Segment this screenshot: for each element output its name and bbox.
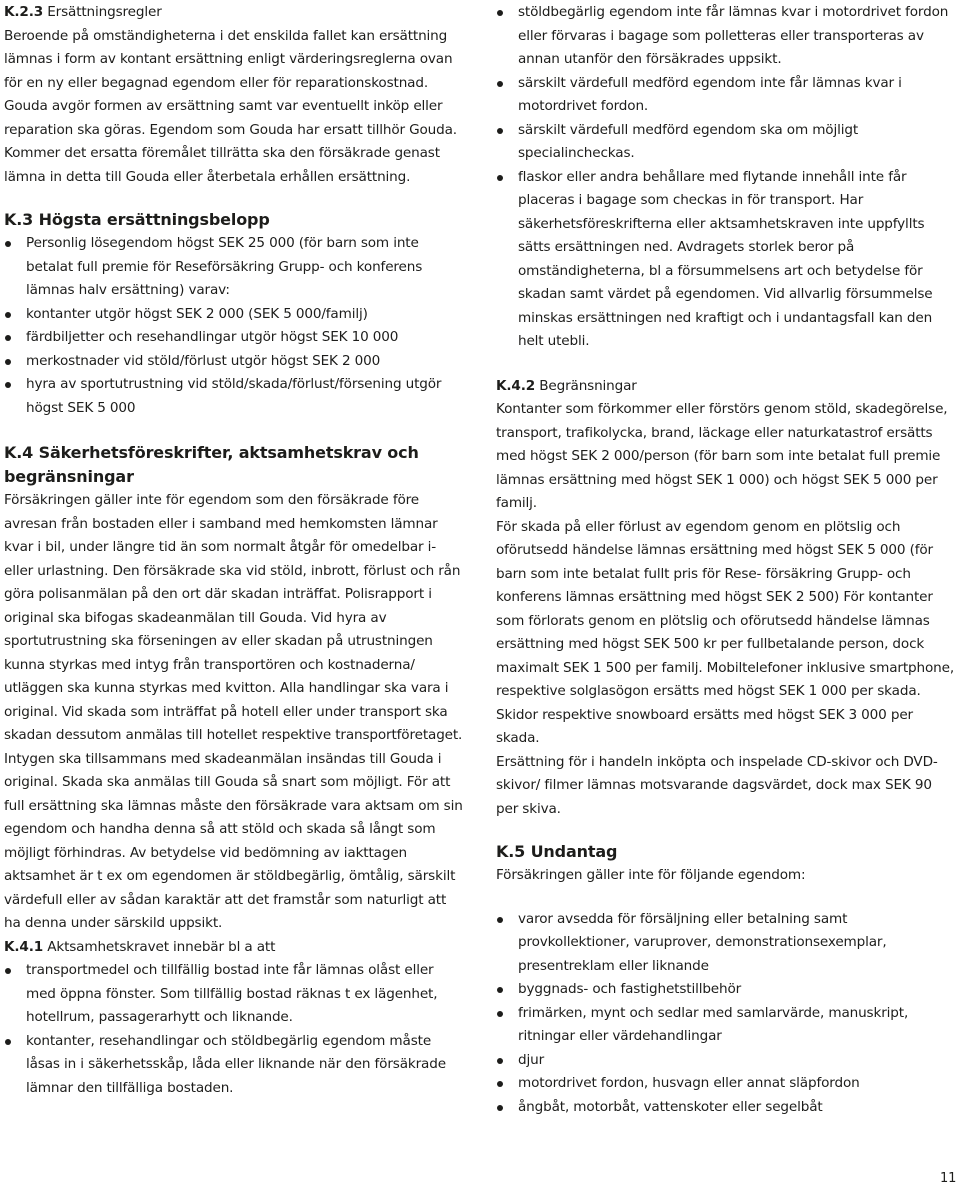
- k4-heading: K.4 Säkerhetsföreskrifter, aktsamhetskrav och begränsningar: [4, 443, 419, 486]
- list-item: hyra av sportutrustning vid stöld/skada/förlust/försening utgör högst SEK 5 000: [4, 373, 466, 420]
- list-item: flaskor eller andra behållare med flytande innehåll inte får placeras i bagage som checkas in för transport. Har säkerhetsföreskrifterna eller aktsamhetskraven inte uppfyllts sätts ersättningen ned. Avdragets storlek beror på omständigheterna, bl a försummelsens art och betydelse för skadan samt värdet på egendomen. Vid allvarlig försummelse minskas ersättningen ned kraftigt och i undantagsfall kan den helt utebli.: [496, 166, 958, 354]
- k3-list: [4, 232, 466, 420]
- k23-heading: K.2.3 Ersättningsregler: [4, 4, 162, 20]
- list-item: frimärken, mynt och sedlar med samlarvärde, manuskript, ritningar eller värdehandlingar: [496, 1002, 958, 1049]
- right-column: [496, 1, 958, 1119]
- k42-heading: K.4.2 Begränsningar: [496, 377, 637, 394]
- list-item: merkostnader vid stöld/förlust utgör högst SEK 2 000: [4, 350, 466, 374]
- list-item: stöldbegärlig egendom inte får lämnas kvar i motordrivet fordon eller förvaras i bagage som polletteras eller transporteras av annan utanför den försäkrades uppsikt.: [496, 1, 958, 72]
- list-item: kontanter, resehandlingar och stöldbegärlig egendom måste låsas in i säkerhetsskåp, låda eller liknande när den försäkrade lämnar den tillfälliga bostaden.: [4, 1030, 466, 1101]
- list-item: särskilt värdefull medförd egendom inte får lämnas kvar i motordrivet fordon.: [496, 72, 958, 119]
- list-item: ångbåt, motorbåt, vattenskoter eller segelbåt: [496, 1096, 958, 1120]
- k42-paragraph-1: Kontanter som förkommer eller förstörs genom stöld, skadegörelse, transport, trafikolycka, brand, läckage eller naturkatastrof ersätts med högst SEK 2 000/person (för barn som inte betalat full premie lämnas ersättning med högst SEK 1 000) och högst SEK 5 000 per familj.: [496, 401, 948, 511]
- k5-list: [496, 908, 958, 1120]
- list-item: varor avsedda för försäljning eller betalning samt provkollektioner, varuprover, demonstrationsexemplar, presentreklam eller liknande: [496, 908, 958, 979]
- list-item: Personlig lösegendom högst SEK 25 000 (för barn som inte betalat full premie för Reseförsäkring Grupp- och konferens lämnas halv ersättning) varav:: [4, 232, 466, 303]
- list-item: byggnads- och fastighetstillbehör: [496, 978, 958, 1002]
- list-item: färdbiljetter och resehandlingar utgör högst SEK 10 000: [4, 326, 466, 350]
- k5-intro: Försäkringen gäller inte för följande egendom:: [496, 867, 806, 883]
- k41-heading: K.4.1 Aktsamhetskravet innebär bl a att: [4, 938, 276, 955]
- k5-heading: K.5 Undantag: [496, 842, 618, 861]
- k41-list: [4, 959, 466, 1100]
- list-item: djur: [496, 1049, 958, 1073]
- k3-heading: K.3 Högsta ersättningsbelopp: [4, 210, 270, 229]
- k42-paragraph-3: Ersättning för i handeln inköpta och inspelade CD-skivor och DVD-skivor/ filmer lämnas motsvarande dagsvärdet, dock max SEK 90 per skiva.: [496, 753, 938, 817]
- k4-body: Försäkringen gäller inte för egendom som den försäkrade före avresan från bostaden eller i samband med hemkomsten lämnar kvar i bil, under längre tid än som normalt åtgår för omedelbar i- eller urlastning. Den försäkrade ska vid stöld, inbrott, förlust och rån göra polisanmälan på den ort där skadan inträffat. Polisrapport i original ska bifogas skadeanmälan till Gouda. Vid hyra av sportutrustning ska förseningen av eller skadan på utrustningen kunna styrkas med intyg från transportören och kostnaderna/ utläggen ska kunna styrkas med kvitton. Alla handlingar ska vara i original. Vid skada som inträffat på hotell eller under transport ska skadan dessutom anmälas till hotellet respektive transportföretaget. Intygen ska tillsammans med skadeanmälan insändas till Gouda i original. Skada ska anmälas till Gouda så snart som möjligt. För att full ersättning ska lämnas måste den försäkrade vara aktsam om sin egendom och handha denna så att stöld och skada så långt som möjligt förhindras. Av betydelse vid bedömning av iakttagen aktsamhet är t ex om egendomen är stöldbegärlig, ömtålig, särskilt värdefull eller av sådan karaktär att det framstår som naturligt att ha denna under särskild uppsikt.: [4, 492, 463, 931]
- left-column: [4, 1, 466, 1100]
- list-item: särskilt värdefull medförd egendom ska om möjligt specialincheckas.: [496, 119, 958, 166]
- page-number: 11: [940, 1171, 957, 1186]
- k41-list-continued: [496, 1, 958, 354]
- list-item: motordrivet fordon, husvagn eller annat släpfordon: [496, 1072, 958, 1096]
- k42-paragraph-2: För skada på eller förlust av egendom genom en plötslig och oförutsedd händelse lämnas ersättning med högst SEK 5 000 (för barn som inte betalat fullt pris för Rese- försäkring Grupp- och konferens lämnas ersättning med högst SEK 2 500) För kontanter som förlorats genom en plötslig och oförutsedd händelse lämnas ersättning med högst SEK 500 kr per fullbetalande person, dock maximalt SEK 1 500 per familj. Mobiltelefoner inklusive smartphone, respektive solglasögon ersätts med högst SEK 1 000 per skada. Skidor respektive snowboard ersätts med högst SEK 3 000 per skada.: [496, 518, 954, 746]
- k23-body: Beroende på omständigheterna i det enskilda fallet kan ersättning lämnas i form av kontant ersättning enligt värderingsreglerna ovan för en ny eller begagnad egendom eller för reparationskostnad. Gouda avgör formen av ersättning samt var eventuellt inköp eller reparation ska göras. Egendom som Gouda har ersatt tillhör Gouda. Kommer det ersatta föremålet tillrätta ska den försäkrade genast lämna in detta till Gouda eller återbetala erhållen ersättning.: [4, 27, 457, 185]
- list-item: kontanter utgör högst SEK 2 000 (SEK 5 000/familj): [4, 303, 466, 327]
- list-item: transportmedel och tillfällig bostad inte får lämnas olåst eller med öppna fönster. Som tillfällig bostad räknas t ex lägenhet, hotellrum, passagerarhytt och liknande.: [4, 959, 466, 1030]
